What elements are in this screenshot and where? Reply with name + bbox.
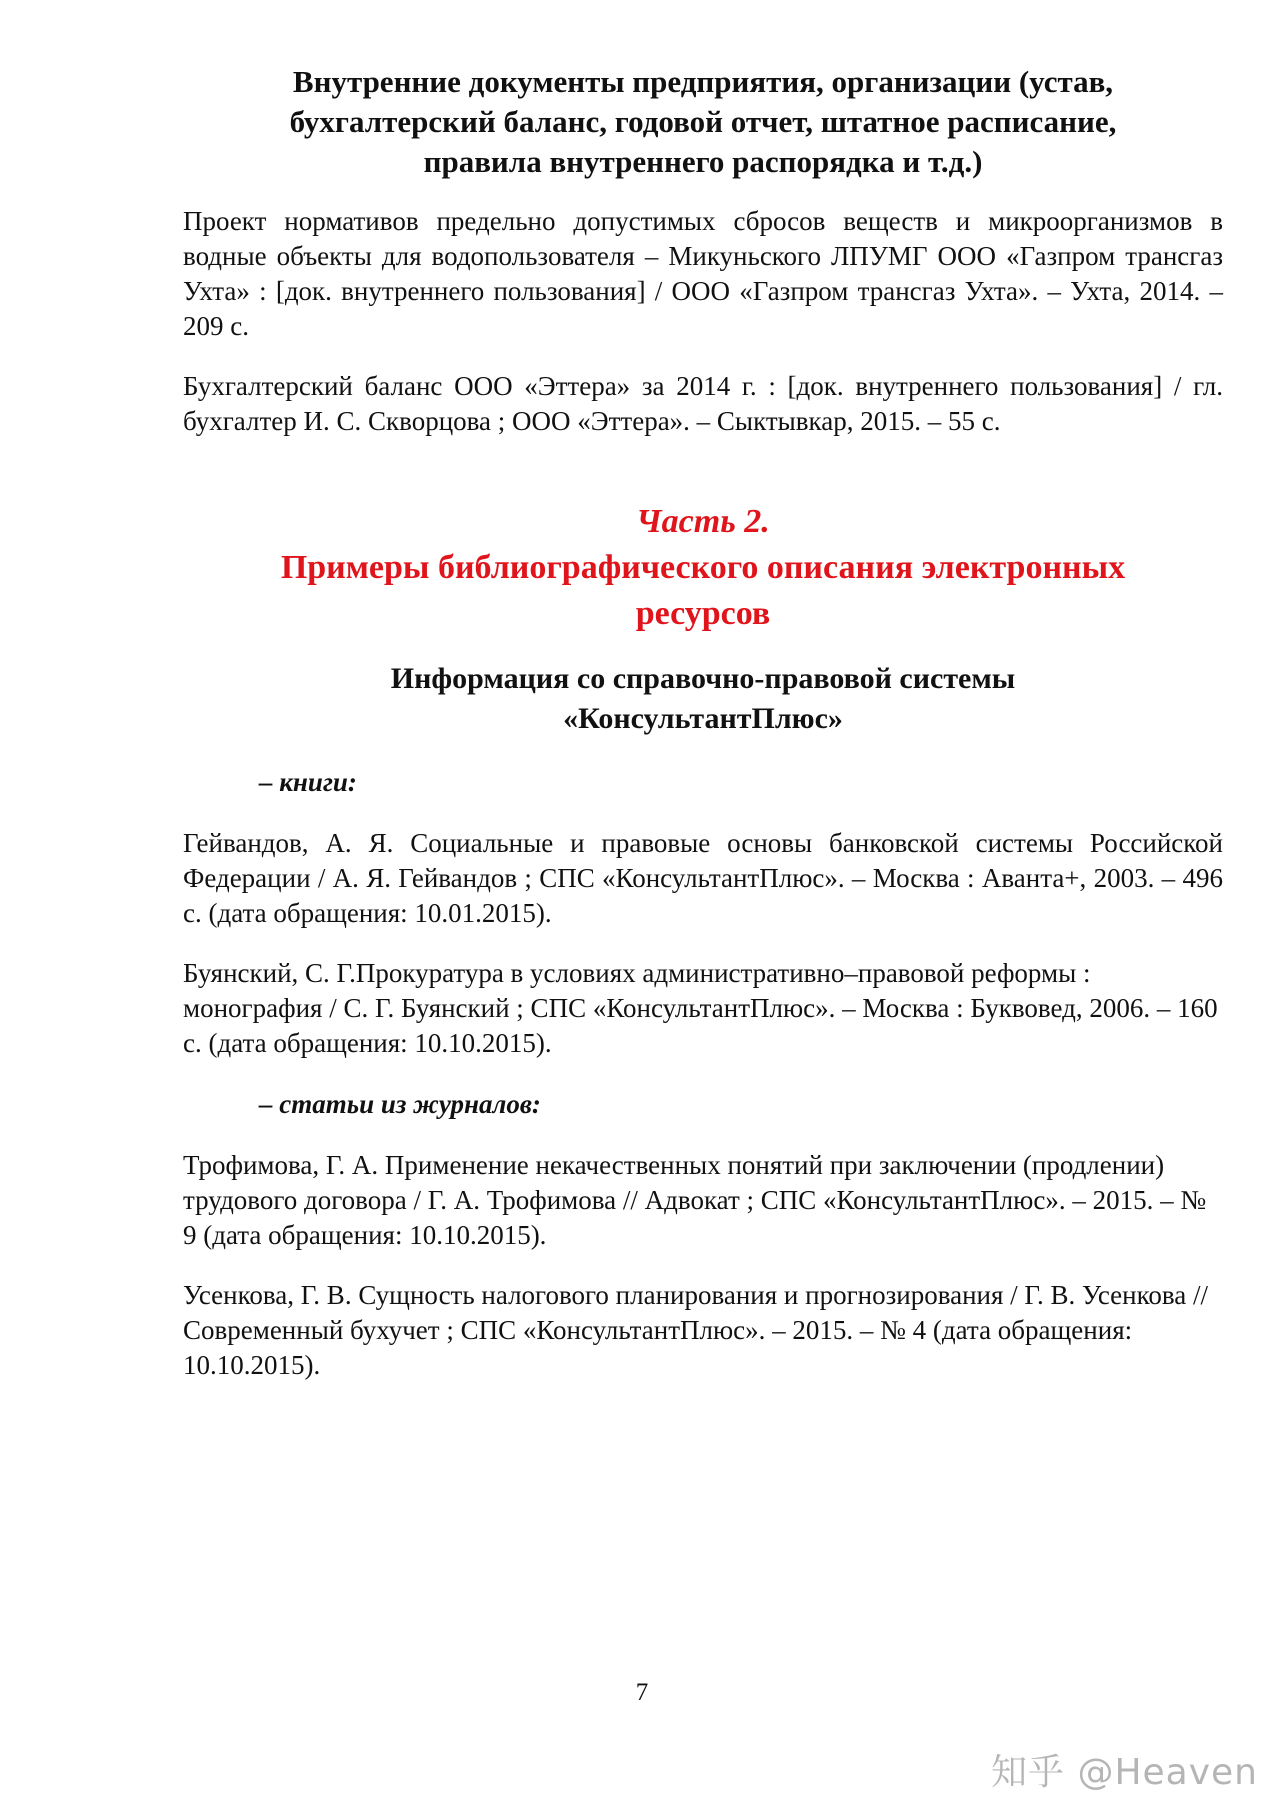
part-subtitle: [183, 545, 1223, 637]
heading-line: Внутренние документы предприятия, организации (устав,: [292, 64, 1114, 99]
articles-subheading: – статьи из журналов:: [259, 1089, 541, 1119]
heading-line: правила внутреннего распорядка и т.д.): [423, 144, 983, 179]
bibliography-entry: Буянский, С. Г.Прокуратура в условиях административно–правовой реформы : монография / С. Г. Буянский ; СПС «КонсультантПлюс». – Москва : Буквовед, 2006. – 160 с. (дата обращения: 10.10.2015).: [183, 958, 1218, 1058]
bibliography-entry: Гейвандов, А. Я. Социальные и правовые основы банковской системы Российской Федерации / А. Я. Гейвандов ; СПС «КонсультантПлюс». – Москва : Аванта+, 2003. – 496 с. (дата обращения: 10.01.2015).: [183, 828, 1223, 928]
part-subtitle-line: Примеры библиографического описания электронных: [280, 549, 1126, 586]
section-title-line: Информация со справочно-правовой системы: [390, 662, 1016, 695]
bibliography-entry: Проект нормативов предельно допустимых сбросов веществ и микроорганизмов в водные объекты для водопользователя – Микуньского ЛПУМГ ООО «Газпром трансгаз Ухта» : [док. внутреннего пользования] / ООО «Газпром трансгаз Ухта». – Ухта, 2014. – 209 с.: [183, 206, 1223, 341]
section-title: [183, 659, 1223, 739]
section-title-line: «КонсультантПлюс»: [563, 702, 843, 735]
watermark: 知乎 @Heaven: [991, 1752, 1258, 1793]
part-subtitle-line: ресурсов: [635, 595, 771, 632]
heading-line: бухгалтерский баланс, годовой отчет, штатное расписание,: [289, 104, 1117, 139]
books-subheading: – книги:: [259, 767, 357, 797]
page-number: 7: [635, 1679, 649, 1706]
part-title: Часть 2.: [636, 503, 770, 540]
internal-documents-heading: [183, 62, 1223, 182]
page-content: [183, 62, 1223, 1383]
bibliography-entry: Трофимова, Г. А. Применение некачественных понятий при заключении (продлении) трудового договора / Г. А. Трофимова // Адвокат ; СПС «КонсультантПлюс». – 2015. – № 9 (дата обращения: 10.10.2015).: [183, 1150, 1207, 1250]
bibliography-entry: Усенкова, Г. В. Сущность налогового планирования и прогнозирования / Г. В. Усенкова // Современный бухучет ; СПС «КонсультантПлюс». – 2015. – № 4 (дата обращения: 10.10.2015).: [183, 1280, 1208, 1380]
bibliography-entry: Бухгалтерский баланс ООО «Эттера» за 2014 г. : [док. внутреннего пользования] / гл. бухгалтер И. С. Скворцова ; ООО «Эттера». – Сыктывкар, 2015. – 55 с.: [183, 371, 1223, 436]
